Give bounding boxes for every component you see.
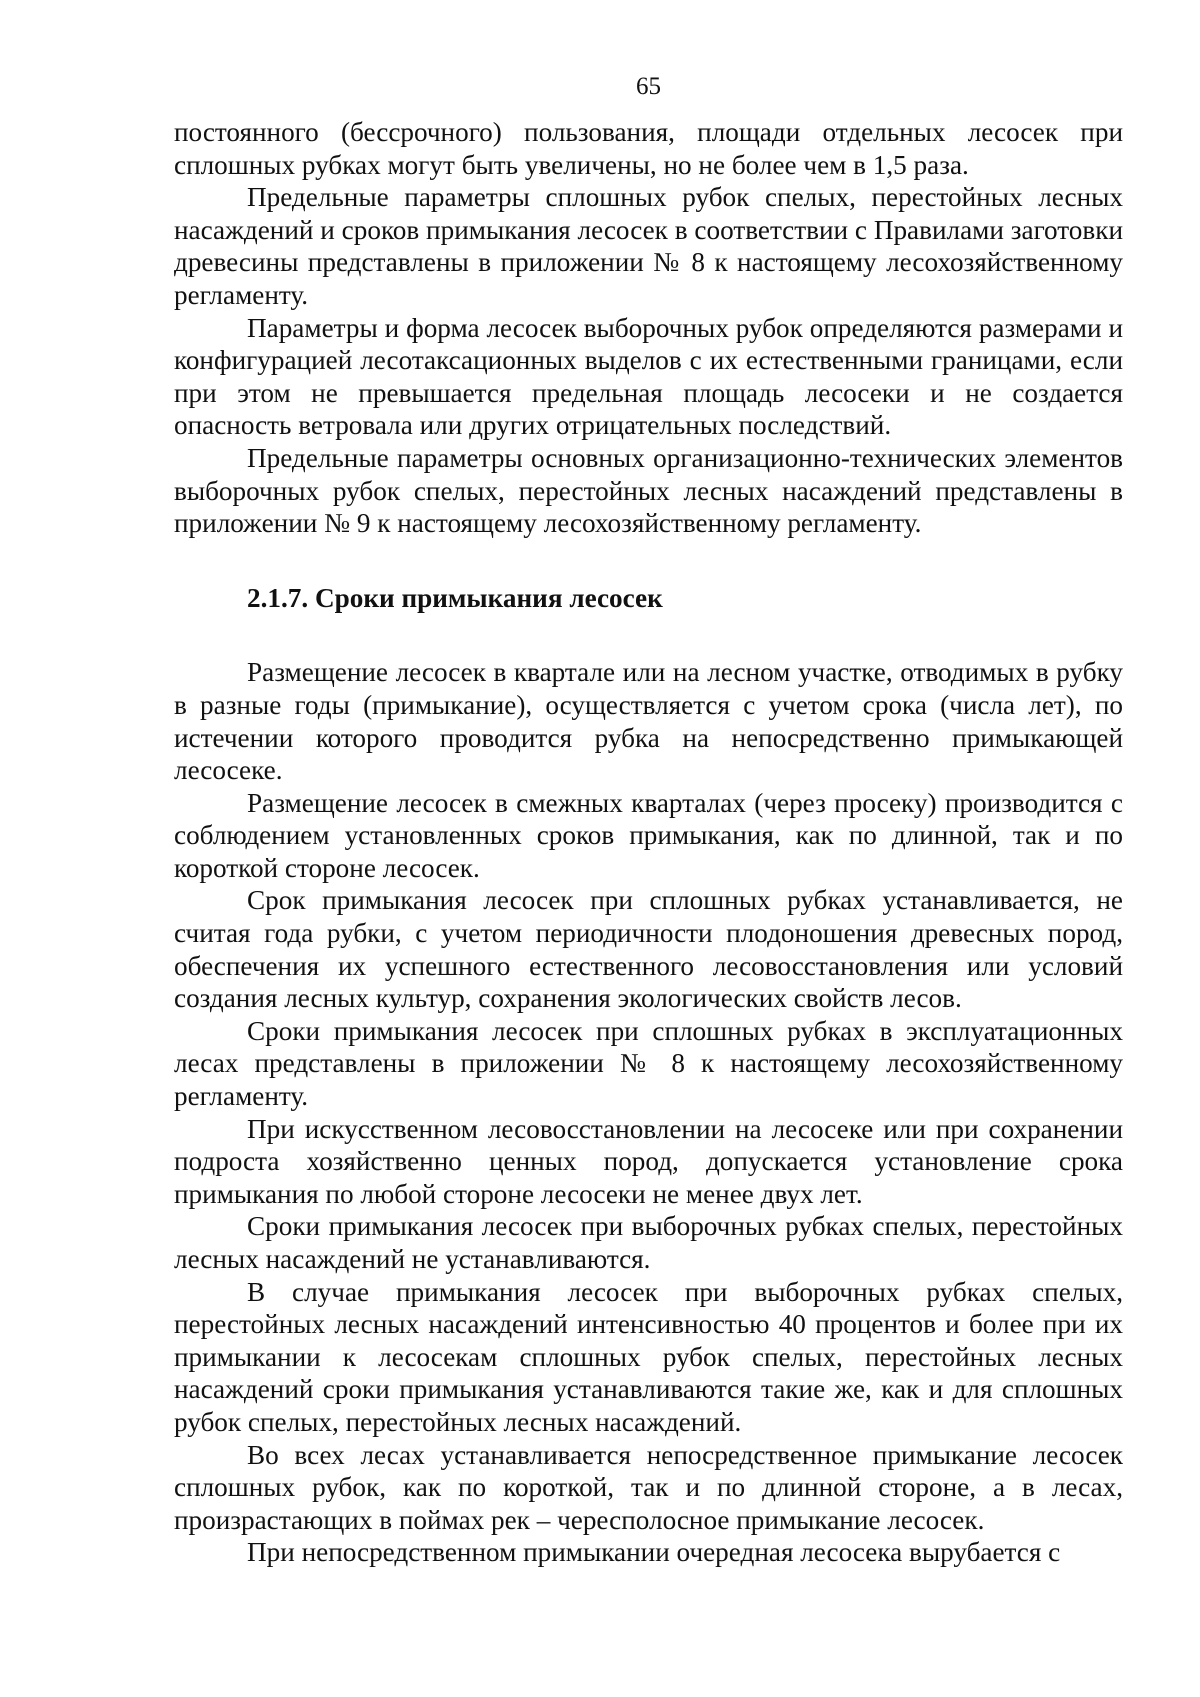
paragraph: При непосредственном примыкании очередная лесосека вырубается с	[247, 1537, 1061, 1568]
paragraph: Предельные параметры основных организационно-технических элементов выборочных рубок спелых, перестойных лесных насаждений представлены в приложении № 9 к настоящему лесохозяйственному регламенту.	[174, 442, 1123, 539]
paragraph: В случае примыкания лесосек при выборочных рубках спелых, перестойных лесных насаждений интенсивностью 40 процентов и более при их примыкании к лесосекам сплошных рубок спелых, перестойных лесных насаждений сроки примыкания устанавливаются такие же, как и для сплошных рубок спелых, перестойных лесных насаждений.	[174, 1276, 1123, 1437]
paragraph: При искусственном лесовосстановлении на лесосеке или при сохранении подроста хозяйственно ценных пород, допускается установление срока примыкания по любой стороне лесосеки не менее двух лет.	[174, 1113, 1123, 1209]
paragraph: Во всех лесах устанавливается непосредственное примыкание лесосек сплошных рубок, как по короткой, так и по длинной стороне, а в лесах, произрастающих в поймах рек – чересполосное примыкание лесосек.	[174, 1439, 1123, 1535]
paragraph: Сроки примыкания лесосек при выборочных рубках спелых, перестойных лесных насаждений не устанавливаются.	[174, 1211, 1123, 1274]
document-body	[174, 116, 1123, 1569]
paragraph-continuation: постоянного (бессрочного) пользования, площади отдельных лесосек при сплошных рубках могут быть увеличены, но не более чем в 1,5 раза.	[174, 117, 1123, 180]
page-number: 65	[636, 73, 661, 100]
paragraph: Предельные параметры сплошных рубок спелых, перестойных лесных насаждений и сроков примыкания лесосек в соответствии с Правилами заготовки древесины представлены в приложении № 8 к настоящему лесохозяйственному регламенту.	[174, 182, 1123, 310]
section-heading: 2.1.7. Сроки примыкания лесосек	[247, 582, 663, 613]
paragraph: Параметры и форма лесосек выборочных рубок определяются размерами и конфигурацией лесотаксационных выделов с их естественными границами, если при этом не превышается предельная площадь лесосеки и не создается опасность ветровала или других отрицательных последствий.	[174, 312, 1123, 441]
paragraph: Сроки примыкания лесосек при сплошных рубках в эксплуатационных лесах представлены в приложении № 8 к настоящему лесохозяйственному регламенту.	[174, 1015, 1123, 1112]
paragraph: Срок примыкания лесосек при сплошных рубках устанавливается, не считая года рубки, с учетом периодичности плодоношения древесных пород, обеспечения их успешного естественного лесовосстановления или условий создания лесных культур, сохранения экологических свойств лесов.	[174, 885, 1123, 1014]
paragraph: Размещение лесосек в смежных кварталах (через просеку) производится с соблюдением установленных сроков примыкания, как по длинной, так и по короткой стороне лесосек.	[174, 787, 1123, 883]
paragraph: Размещение лесосек в квартале или на лесном участке, отводимых в рубку в разные годы (примыкание), осуществляется с учетом срока (числа лет), по истечении которого проводится рубка на непосредственно примыкающей лесосеке.	[174, 657, 1123, 786]
